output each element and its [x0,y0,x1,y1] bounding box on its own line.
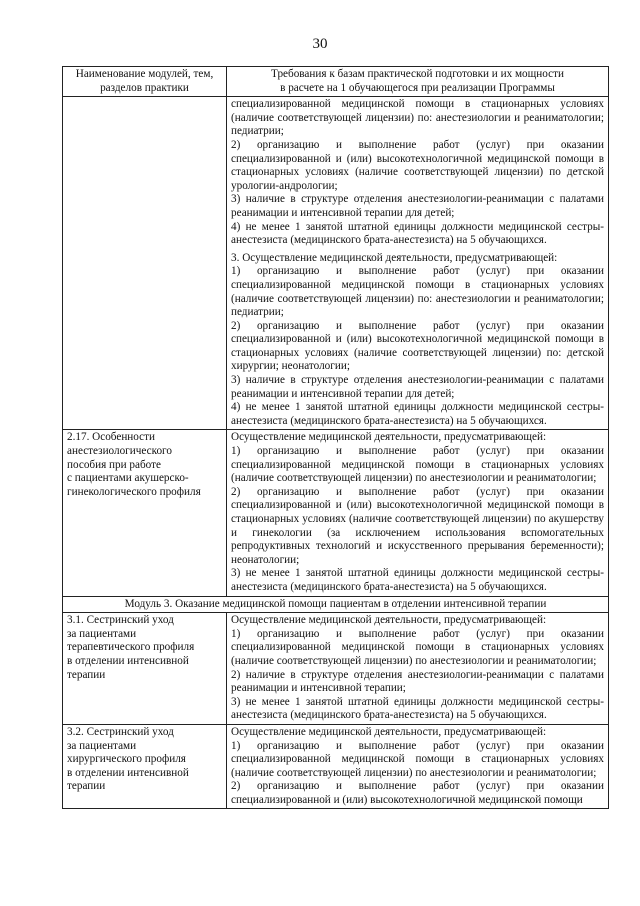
requirement-text: 2) организацию и выполнение работ (услуг) при оказании специализированной и (или) высокотехнологичной медицинской помощи в стационарных условиях (наличие соответствующей лицензии) по: детской хирургии; неонатологии; [231,319,604,373]
requirement-text: 3) наличие в структуре отделения анестезиологии-реанимации с палатами реанимации и интенсивной терапии для детей; [231,193,604,219]
requirement-text: 1) организацию и выполнение работ (услуг) при оказании специализированной медицинской помощи в стационарных условиях (наличие соответствующей лицензии) по анестезиологии и реаниматологии; [231,627,604,667]
topic-title: терапии [67,668,106,681]
topic-title: 2.17. Особенности [67,431,156,444]
topic-title: с пациентами акушерско- [67,472,189,485]
requirement-text: 2) организацию и выполнение работ (услуг) при оказании специализированной и (или) высокотехнологичной медицинской помощи [231,780,604,806]
requirement-text: 3) не менее 1 занятой штатной единицы должности медицинской сестры-анестезиста (медицинского брата-анестезиста) на 5 обучающихся. [231,567,604,593]
row-right-cell [227,97,609,430]
module-heading: Модуль 3. Оказание медицинской помощи пациентам в отделении интенсивной терапии [63,596,609,613]
row-right-cell [227,430,609,596]
row-left-cell [63,613,227,725]
topic-title: 3.1. Сестринский уход [67,614,174,627]
topic-title: в отделении интенсивной [67,766,189,779]
requirement-text: 3. Осуществление медицинской деятельности, предусматривающей: [231,251,558,264]
requirement-text: 3) не менее 1 занятой штатной единицы должности медицинской сестры-анестезиста (медицинского брата-анестезиста) на 5 обучающихся. [231,695,604,722]
header-col-modules [63,67,227,97]
topic-title: пособия при работе [67,458,161,471]
requirement-text: специализированной медицинской помощи в стационарных условиях (наличие соответствующей лицензии) по: анестезиологии и реаниматологии; педиатрии; [231,98,604,138]
requirement-text: Осуществление медицинской деятельности, предусматривающей: [231,725,547,738]
header-text: в расчете на 1 обучающегося при реализации Программы [280,81,555,94]
topic-title: 3.2. Сестринский уход [67,725,174,738]
requirement-text: 2) организацию и выполнение работ (услуг) при оказании специализированной и (или) высокотехнологичной медицинской помощи в стационарных условиях (наличие соответствующей лицензии) по детской урологии-андрологии; [231,138,604,192]
requirement-text: 1) организацию и выполнение работ (услуг) при оказании специализированной медицинской помощи в стационарных условиях (наличие соответствующей лицензии) по анестезиологии и реаниматологии; [231,739,604,779]
requirement-text: 1) организацию и выполнение работ (услуг) при оказании специализированной медицинской помощи в стационарных условиях (наличие соответствующей лицензии) по анестезиологии и реаниматологии; [231,445,604,485]
topic-title: в отделении интенсивной [67,654,189,667]
row-left-cell [63,97,227,430]
header-col-requirements [227,67,609,97]
topic-title: за пациентами [67,627,137,640]
header-text: разделов практики [100,81,189,94]
topic-title: гинекологического профиля [67,485,201,498]
requirement-text: Осуществление медицинской деятельности, предусматривающей: [231,614,547,627]
requirement-text: 3) наличие в структуре отделения анестезиологии-реанимации с палатами реанимации и интенсивной терапии для детей; [231,374,604,400]
page-number: 30 [312,36,328,52]
topic-title: хирургического профиля [67,753,186,766]
table-header-row [63,67,609,97]
requirement-text: 4) не менее 1 занятой штатной единицы должности медицинской сестры-анестезиста (медицинского брата-анестезиста) на 5 обучающихся. [231,220,604,247]
topic-title: терапии [67,780,106,793]
requirement-text: 4) не менее 1 занятой штатной единицы должности медицинской сестры-анестезиста (медицинского брата-анестезиста) на 5 обучающихся. [231,401,604,427]
row-left-cell [63,724,227,809]
header-text: Наименование модулей, тем, [75,68,214,80]
table-row [63,430,609,596]
topic-title: за пациентами [67,739,137,752]
row-left-cell [63,430,227,596]
topic-title: терапевтического профиля [67,641,195,654]
topic-title: анестезиологического [67,445,172,458]
requirement-text: Осуществление медицинской деятельности, предусматривающей: [231,431,547,444]
row-right-cell [227,613,609,725]
requirement-text: 2) наличие в структуре отделения анестезиологии-реанимации с палатами реанимации и интенсивной терапии; [231,668,604,695]
requirement-text: 1) организацию и выполнение работ (услуг) при оказании специализированной медицинской помощи в стационарных условиях (наличие соответствующей лицензии) по: анестезиологии и реаниматологии; педиатрии; [231,265,604,319]
table-row [63,97,609,430]
row-right-cell [227,724,609,809]
requirement-text: 2) организацию и выполнение работ (услуг) при оказании специализированной и (или) высокотехнологичной медицинской помощи в стационарных условиях (наличие соответствующей лицензии) по акушерству и гинекологии (за исключением использования вспомогательных репродуктивных технологий и искусственного прерывания беременности); неонатологии; [231,485,604,566]
table-row [63,613,609,725]
requirements-table [62,66,609,809]
table-row [63,724,609,809]
module-heading-row [63,596,609,613]
header-text: Требования к базам практической подготовки и их мощности [271,68,564,80]
